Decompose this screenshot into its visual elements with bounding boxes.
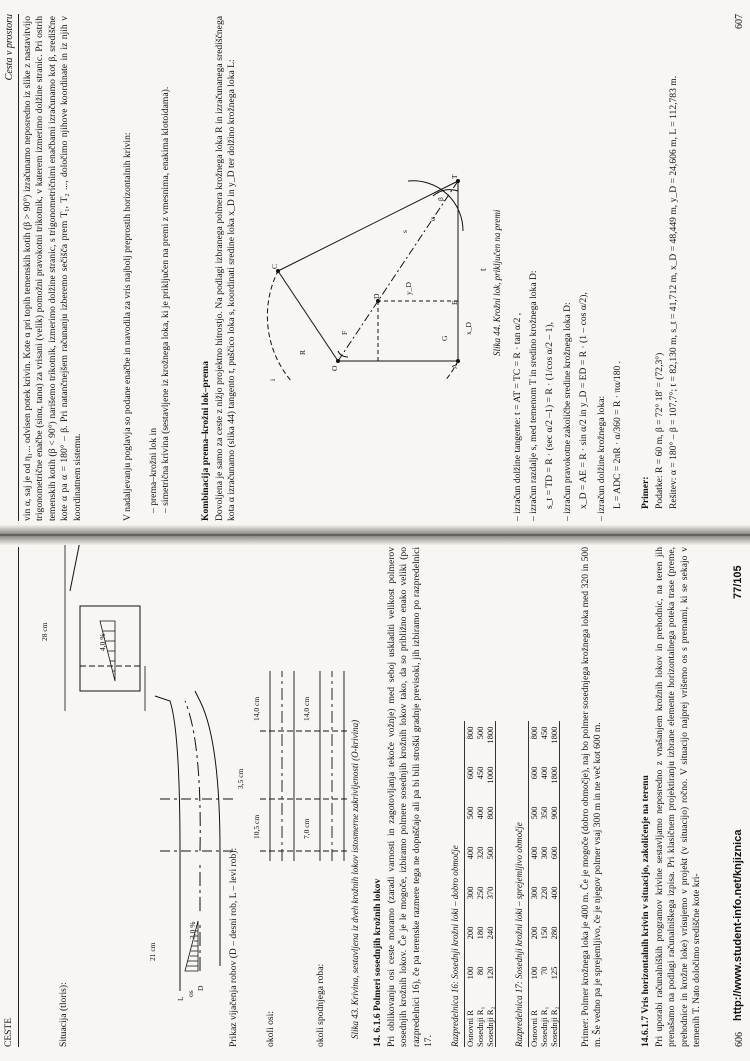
table-cell: 450 — [539, 726, 549, 740]
slope-3-percent: 3,0 % — [188, 921, 197, 939]
dim-21cm: 21 cm — [148, 942, 157, 961]
figure-row-label-vijacenje: Prikaz vijačenja robov (D – desni rob, L – levi rob): — [228, 847, 239, 1047]
table-cell: 220 — [539, 886, 549, 900]
table-cell: 500 — [485, 841, 496, 881]
circular-arc — [267, 271, 458, 381]
table-cell: Sosednji R₂ — [485, 1001, 496, 1047]
page-header-title: CESTE — [4, 1017, 14, 1047]
table-cell: 1000 — [485, 761, 496, 801]
section-1461-body: Pri oblikovanju osi ceste moramo (zaradi varnosti in zagotovljanja tekoče vožnje) med seboj uskladiti velikost polmerov sosednjih krožnih lokov. Če je le mogoče, izbiramo polmere sosednjih krožnih lokov tako, da so približno enako veliki (po razpredelnici 16), če pa terenske razmere tega ne dopuščajo ali pa bi bili stroški gradnje previsoki, jih izbiramo po razpredelnici 17. — [386, 547, 435, 1047]
intro-paragraph: vin α, saj je od η₁... odvisen potek krivin. Kote α pri topih temenskih kotih (β > 90°) izračunamo neposredno iz slike z nastavitvijo trigonometrične enačbe (sinα, tanα) za vrisani (velik) pomožni pravokotni trikotnik, v katerem izmerimo dolžine stranic. Pri ostrih temenskih kotih (β < 90°) narišemo trikotnik, izmerimo dolžine stranic, s trigonometričnimi enačbami izračunamo kot β, središčne kote α pa α = 180° – β. Pri natančnejšem računanju izberemo sečišča prem T₁, T₂ ..., določimo njihove koordinate in iz njih v koordinatnem sistemu. — [22, 16, 83, 521]
table-cell: 800 — [465, 721, 476, 761]
tangent-line-TC — [278, 181, 458, 271]
plan-label-L: L — [176, 996, 185, 1001]
dim-10-5cm-a: 10,5 cm — [252, 814, 261, 839]
fig44-label-F: F — [340, 330, 349, 335]
table-row — [475, 721, 485, 1047]
table-row — [485, 721, 496, 1047]
example-solution: Rešitev: α = 180° – β = 107,7°; t = 82,130 m, s_t = 41,712 m, x_D = 48,449 m, y_D = 24,606 m, L = 112,783 m. — [668, 75, 679, 509]
formula-L-intro: – izračun dolžine krožnega loka: — [596, 395, 607, 521]
footer-url[interactable]: http://www.student-info.net/knjiznica — [732, 829, 744, 1021]
table-cell: 250 — [475, 886, 485, 900]
table-cell: 180 — [475, 926, 485, 940]
table-cell: 200 — [465, 921, 476, 961]
table-cell: 320 — [475, 846, 485, 860]
fig44-label-E: E — [450, 300, 459, 305]
angle-arc-alpha — [408, 181, 463, 231]
example-paragraph: Primer: Polmer krožnega loka je 400 m. Če je mogoče (dobro območje), naj bo polmer sosednjega krožnega loka med 320 in 500 m. Še vedno pa je sprejemljivo, če je njegov polmer vsaj 300 m in ne več kot 600 m. — [580, 547, 604, 1047]
dim-14cm-a: 14,0 cm — [252, 696, 261, 721]
table-cell: Osnovni R — [529, 1001, 540, 1047]
table-cell: 500 — [529, 801, 540, 841]
figure-43-drawing — [20, 541, 350, 1061]
dim-28cm: 28 cm — [40, 622, 49, 641]
plan-label-D: D — [196, 985, 205, 991]
example-title: Primer: — [640, 476, 651, 509]
table-cell: 200 — [529, 921, 540, 961]
table-cell: 300 — [539, 846, 549, 860]
horizontal-curves-paragraph: V nadaljevanju poglavja so podane enačbe in navodila za vris najbolj preprostih horizontalnih krivin: — [122, 132, 133, 521]
fig44-label-D: D — [372, 293, 381, 299]
formula-L: L = ADC = 2πR · α/360 = R · πα/180 . — [612, 360, 623, 509]
fig44-label-T: T — [450, 174, 459, 179]
table-cell: 400 — [529, 841, 540, 881]
table-cell: Sosednji R₁ — [475, 1006, 485, 1047]
table-16-caption: Razpredelnica 16: Sosednji krožni loki – dobro območje — [450, 845, 460, 1047]
table-row — [549, 721, 560, 1047]
page-number-right: 607 — [734, 14, 745, 29]
list-item: – simetrična krivina (sestavljene iz krožnega loka, ki je priključen na premi z vmesnima, enakima klotoidama). — [160, 86, 172, 513]
left-page — [0, 541, 750, 1061]
fig44-label-O: O — [330, 365, 339, 371]
example-data: Podatke: R = 60 m, β = 72° 18' = (72,3°) — [654, 352, 665, 509]
table-cell: 400 — [549, 881, 560, 921]
fig44-label-yD: y_D — [404, 282, 413, 295]
section-1617-title: 14.6.1.7 Vris horizontalnih krivin v situacijo, zakoličenje na terenu — [640, 775, 651, 1047]
table-cell: 1800 — [549, 721, 560, 761]
table-cell: 350 — [539, 806, 549, 820]
table-cell: 500 — [465, 801, 476, 841]
table-cell: 800 — [485, 801, 496, 841]
fig44-label-A: A — [450, 363, 459, 369]
fig44-label-alpha: α — [428, 217, 437, 221]
list-item: – prema–krožni lok in — [148, 428, 159, 513]
table-cell: 125 — [549, 961, 560, 1001]
dim-14cm-b: 14,0 cm — [302, 696, 311, 721]
fig44-label-R: R — [298, 349, 307, 355]
table-cell: 240 — [485, 921, 496, 961]
table-cell: 400 — [465, 841, 476, 881]
table-cell: 800 — [529, 721, 540, 761]
fig44-label-G: G — [440, 335, 449, 341]
page-header-title: Cesta v prostoru — [4, 14, 15, 81]
fig44-label-s: s — [400, 230, 409, 233]
header-rule — [18, 14, 19, 521]
table-cell: Sosednji R₁ — [539, 1006, 549, 1047]
figure-44-drawing — [258, 151, 478, 381]
dim-7cm: 7,0 cm — [302, 818, 311, 839]
table-17-caption: Razpredelnica 17: Sosednji krožni loki – sprejemljivo območje — [514, 822, 524, 1047]
figure-44-caption: Slika 44. Krožni lok, priključen na premi — [492, 209, 502, 356]
table-row — [465, 721, 476, 1047]
table-cell: 400 — [539, 766, 549, 780]
table-cell: Osnovni R — [465, 1001, 476, 1047]
table-cell: 600 — [549, 841, 560, 881]
combination-title: Kombinacija prema–krožni lok–prema — [200, 361, 211, 521]
table-cell: 300 — [529, 881, 540, 921]
table-row — [529, 721, 540, 1047]
dim-3-5cm: 3,5 cm — [236, 768, 245, 789]
fig44-label-t: t — [478, 268, 488, 271]
fig44-label-xD: x_D — [464, 322, 473, 335]
table-cell: 70 — [539, 966, 549, 976]
fig44-label-beta: β — [436, 197, 445, 201]
figure-43-caption: Slika 43. Krivina, sestavljena iz dveh krožnih lokov istosmerne zakrivljenosti (O-krivina) — [350, 719, 360, 1039]
figure-row-label-spodnji-rob: okoli spodnjega roba: — [315, 963, 326, 1047]
table-cell: 900 — [549, 801, 560, 841]
figure-row-label-situacija: Situacija (tloris): — [58, 982, 69, 1047]
combination-body: Dovoljena je samo za ceste z nižjo projektno hitrostjo. Na podlagi izbranega polmera krožnega loka R in izračunanega središčnega kota α izračunamo (slika 44) tangento t, puščico loka s, koordinati sredine loka x_D in y_D ter dolžino krožnega loka L: — [214, 16, 238, 521]
slope-4-percent: 4,0 % — [98, 633, 107, 651]
fig44-label-C: C — [270, 263, 279, 269]
header-rule — [18, 547, 19, 1047]
fig44-label-i: i — [268, 378, 277, 381]
table-row — [539, 721, 549, 1047]
table-cell: 100 — [465, 961, 476, 1001]
page-number-left: 606 — [734, 1032, 745, 1047]
table-cell: 500 — [475, 726, 485, 740]
table-cell: 100 — [529, 961, 540, 1001]
table-cell: 370 — [485, 881, 496, 921]
figure-row-label-okoli-osi: okoli osi: — [265, 1011, 276, 1047]
section-1461-title: 14. 6.1.6 Polmeri sosednjih krožnih lokov — [372, 878, 383, 1047]
formula-xy-intro: – izračun pravokotne zakoličbe sredine krožnega loka D: — [562, 302, 573, 521]
curve-types-list — [148, 16, 173, 513]
table-cell: 300 — [465, 881, 476, 921]
footer-page-counter: 77/105 — [732, 565, 744, 599]
table-cell: 400 — [475, 806, 485, 820]
table-cell: 600 — [465, 761, 476, 801]
table-cell: 80 — [475, 966, 485, 976]
table-cell: 150 — [539, 926, 549, 940]
section-1617-body: Pri uporabi računalniških programov krivine sestavljamo neposredno z vnašanjem krožnih lokov in prehodnic, na teren jih prenašamo na podlagi računalniškega izpisa. Pri klasičnem projektiranju izbrane elemente horizontalnega poteka trase (preme, prehodnice in krožne loke) vrisujemo v projekt (v situacijo) ročno. V situacijo najprej vrišemo os s premami, ki se sekajo v temenih T. Nato določimo središčne kote kri- — [654, 547, 703, 1047]
table-cell: 1800 — [549, 761, 560, 801]
plan-label-os: os — [186, 990, 195, 997]
table-cell: Sosednji R₂ — [549, 1001, 560, 1047]
formula-s: s_t = TD = R · (sec α/2 –1) = R · (1/cos α/2 – 1), — [544, 321, 555, 509]
table-cell: 120 — [485, 961, 496, 1001]
table-cell: 1800 — [485, 721, 496, 761]
bisector-OT — [338, 181, 458, 361]
radius-OC — [278, 271, 338, 361]
table-cell: 280 — [549, 921, 560, 961]
table-16 — [464, 721, 496, 1047]
formula-s-intro: – izračun razdalje s, med temenom T in sredino krožnega loka D: — [528, 270, 539, 521]
table-cell: 450 — [475, 766, 485, 780]
table-cell: 600 — [529, 761, 540, 801]
formula-tangent: – izračun dolžine tangente: t = AT = TC = R · tan α/2 , — [512, 312, 523, 521]
formula-xy: x_D = AE = R · sin α/2 in y_D = ED = R · (1 – cos α/2), — [578, 292, 589, 509]
table-17 — [528, 721, 560, 1047]
